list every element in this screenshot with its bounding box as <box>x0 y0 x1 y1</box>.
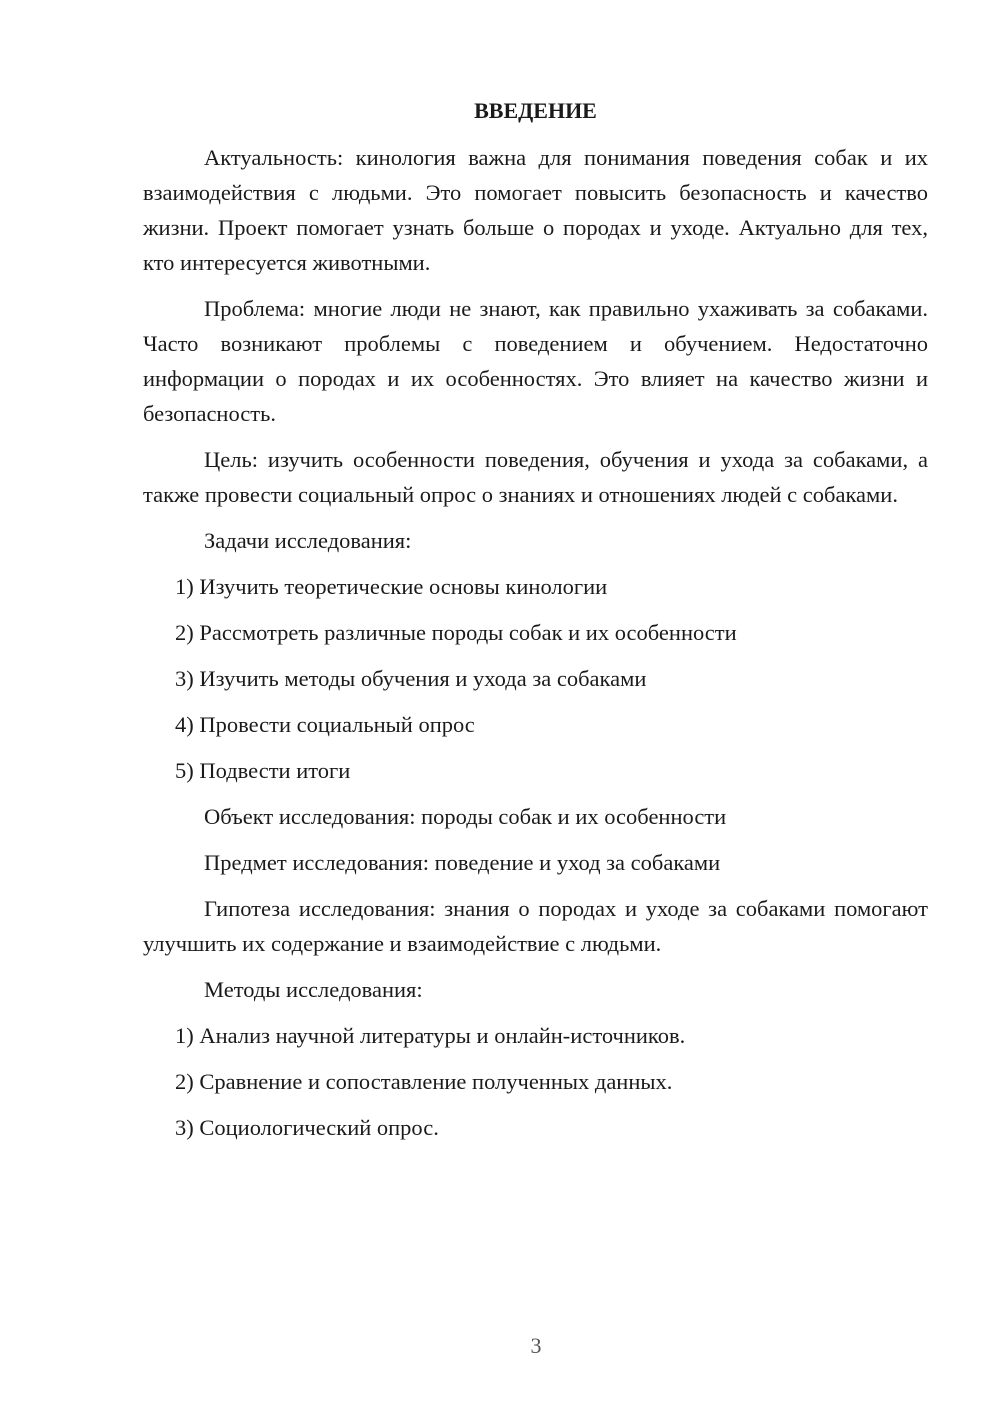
task-item: 1) Изучить теоретические основы кинологии <box>175 574 608 599</box>
method-item: 3) Социологический опрос. <box>175 1115 439 1140</box>
page-content <box>143 94 928 1156</box>
page-number: 3 <box>530 1333 542 1358</box>
method-item: 2) Сравнение и сопоставление полученных данных. <box>175 1069 673 1094</box>
goal-paragraph: Цель: изучить особенности поведения, обучения и ухода за собаками, а также провести социальный опрос о знаниях и отношениях людей с собаками. <box>143 447 928 507</box>
task-item: 2) Рассмотреть различные породы собак и их особенности <box>175 620 737 645</box>
problem-paragraph: Проблема: многие люди не знают, как правильно ухаживать за собаками. Часто возникают проблемы с поведением и обучением. Недостаточно информации о породах и их особенностях. Это влияет на качество жизни и безопасность. <box>143 296 928 426</box>
task-item: 5) Подвести итоги <box>175 758 351 783</box>
task-item: 3) Изучить методы обучения и ухода за собаками <box>175 666 647 691</box>
methods-heading: Методы исследования: <box>204 977 423 1002</box>
research-object: Объект исследования: породы собак и их особенности <box>204 804 727 829</box>
method-item: 1) Анализ научной литературы и онлайн-источников. <box>175 1023 686 1048</box>
section-title: ВВЕДЕНИЕ <box>474 98 597 123</box>
task-item: 4) Провести социальный опрос <box>175 712 475 737</box>
relevance-paragraph: Актуальность: кинология важна для понимания поведения собак и их взаимодействия с людьми. Это помогает повысить безопасность и качество жизни. Проект помогает узнать больше о породах и уходе. Актуально для тех, кто интересуется животными. <box>143 145 928 275</box>
tasks-heading: Задачи исследования: <box>204 528 412 553</box>
hypothesis-paragraph: Гипотеза исследования: знания о породах и уходе за собаками помогают улучшить их содержание и взаимодействие с людьми. <box>143 896 928 956</box>
research-subject: Предмет исследования: поведение и уход за собаками <box>204 850 721 875</box>
